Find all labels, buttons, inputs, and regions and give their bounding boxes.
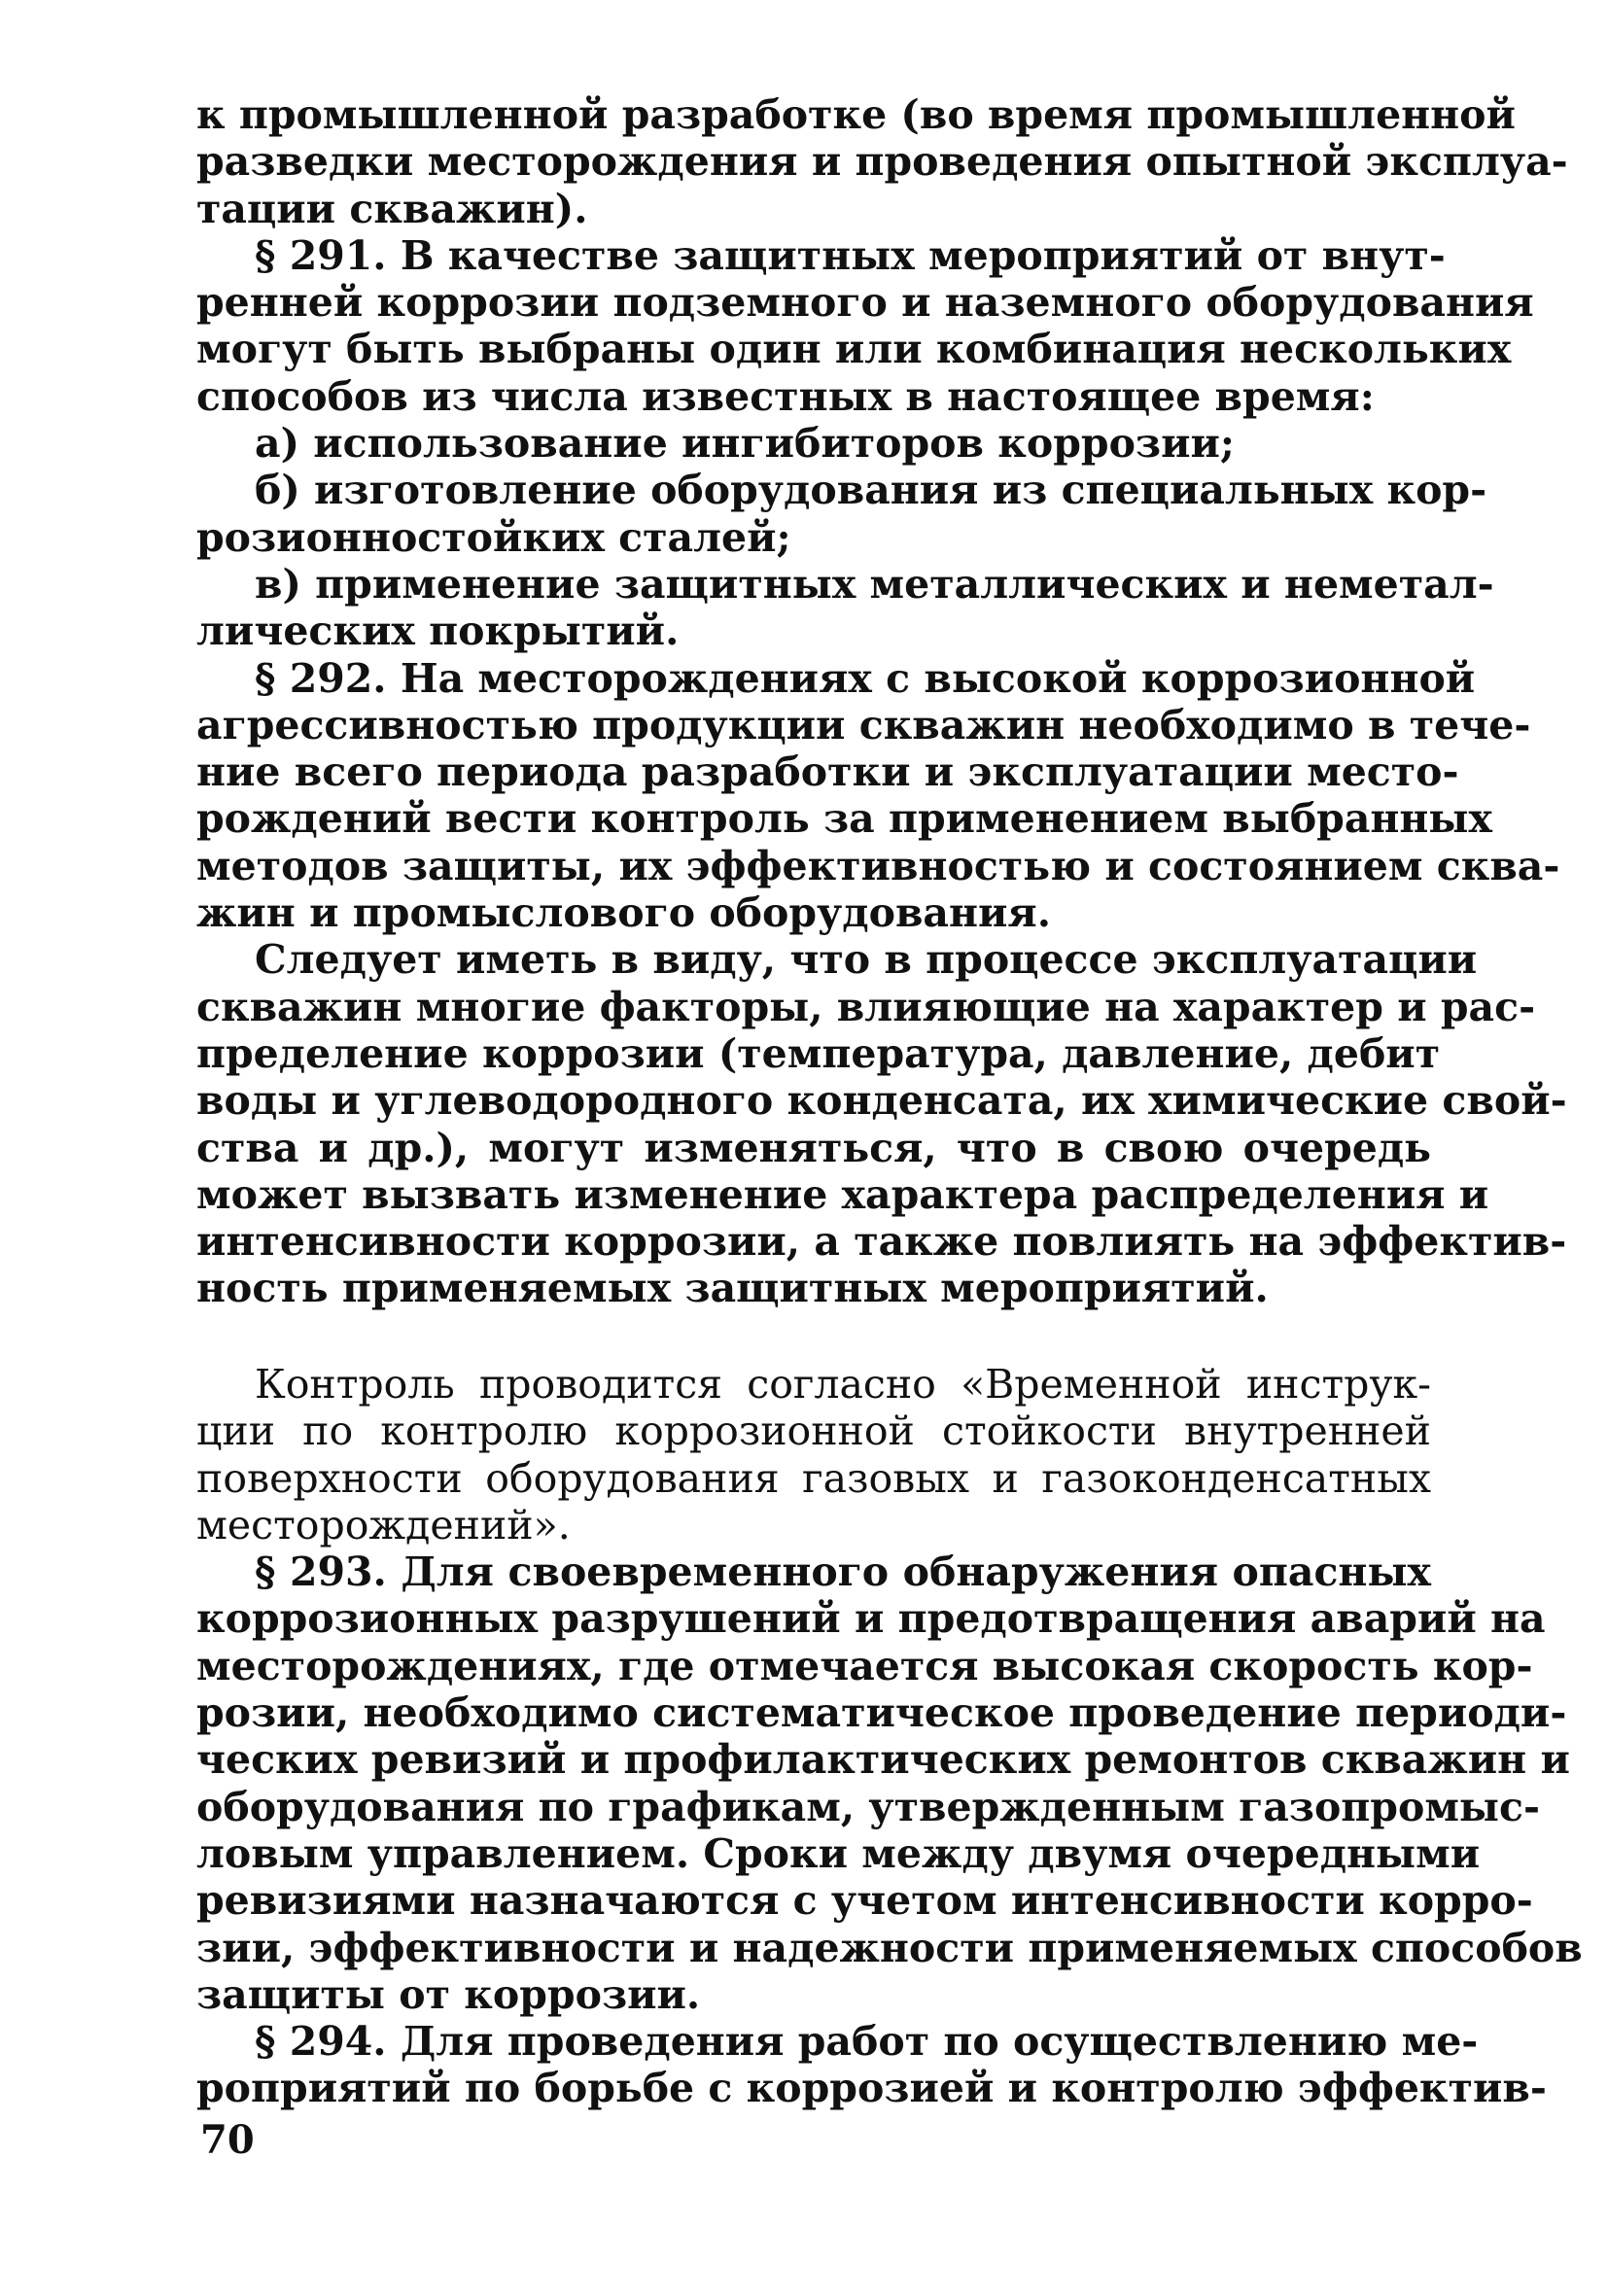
list-item-b: б) изготовление оборудования из специальных кор-	[255, 467, 1487, 514]
page-number: 70	[200, 2117, 255, 2163]
text-line: пределение коррозии (температура, давление, дебит	[196, 1029, 1441, 1077]
paragraph-note-start: Следует иметь в виду, что в процессе эксплуатации	[255, 936, 1478, 984]
text-line: розионностойких сталей;	[196, 513, 791, 561]
text-line: ства и др.), могут изменяться, что в свою очередь	[196, 1124, 1431, 1171]
text-line: могут быть выбраны один или комбинация нескольких	[196, 326, 1512, 373]
text-line: тации скважин).	[196, 185, 588, 232]
text-line: ловым управлением. Сроки между двумя очередными	[196, 1829, 1481, 1877]
text-line: скважин многие факторы, влияющие на характер и рас-	[196, 983, 1536, 1030]
text-line: агрессивностью продукции скважин необходимо в тече-	[196, 701, 1531, 748]
text-line: розии, необходимо систематическое проведение периоди-	[196, 1689, 1567, 1737]
text-line: к промышленной разработке (во время промышленной	[196, 91, 1516, 138]
text-line: ческих ревизий и профилактических ремонтов скважин и	[196, 1736, 1570, 1784]
text-block-lower	[196, 1361, 1583, 2112]
text-line: рождений вести контроль за применением выбранных	[196, 795, 1492, 843]
paragraph-291-start: § 291. В качестве защитных мероприятий от внут-	[255, 231, 1446, 279]
text-line: ции по контролю коррозионной стойкости внутренней	[196, 1408, 1431, 1455]
control-paragraph-start: Контроль проводится согласно «Временной инструк-	[255, 1361, 1431, 1408]
list-item-c: в) применение защитных металлических и неметал-	[255, 560, 1494, 608]
text-line: защиты от коррозии.	[196, 1970, 701, 2018]
paragraph-293-start: § 293. Для своевременного обнаружения опасных	[255, 1548, 1431, 1596]
text-line: методов защиты, их эффективностью и состоянием сква-	[196, 842, 1560, 889]
paragraph-294-start: § 294. Для проведения работ по осуществлению ме-	[255, 2018, 1479, 2066]
text-line: может вызвать изменение характера распределения и	[196, 1170, 1489, 1218]
text-line: разведки месторождения и проведения опытной эксплуа-	[196, 138, 1568, 186]
text-block-main	[196, 91, 1568, 1312]
text-line: оборудования по графикам, утвержденным газопромыс-	[196, 1783, 1541, 1830]
text-line: месторождениях, где отмечается высокая скорость кор-	[196, 1642, 1533, 1689]
text-line: роприятий по борьбе с коррозией и контролю эффектив-	[196, 2065, 1547, 2112]
text-line: поверхности оборудования газовых и газоконденсатных	[196, 1454, 1431, 1502]
text-line: способов из числа известных в настоящее время:	[196, 372, 1375, 420]
text-line: ревизиями назначаются с учетом интенсивности корро-	[196, 1877, 1533, 1925]
list-item-a: а) использование ингибиторов коррозии;	[255, 420, 1236, 468]
text-line: ние всего периода разработки и эксплуатации место-	[196, 748, 1459, 796]
text-line: зии, эффективности и надежности применяемых способов	[196, 1924, 1583, 1971]
text-line: ность применяемых защитных мероприятий.	[196, 1265, 1269, 1312]
text-line: интенсивности коррозии, а также повлиять на эффектив-	[196, 1218, 1567, 1266]
paragraph-292-start: § 292. На месторождениях с высокой коррозионной	[255, 654, 1476, 702]
text-line: жин и промыслового оборудования.	[196, 889, 1051, 937]
text-line: лических покрытий.	[196, 608, 680, 655]
text-line: воды и углеводородного конденсата, их химические свой-	[196, 1077, 1567, 1125]
text-line: ренней коррозии подземного и наземного оборудования	[196, 279, 1534, 327]
text-line: коррозионных разрушений и предотвращения аварий на	[196, 1595, 1546, 1643]
text-line: месторождений».	[196, 1501, 571, 1548]
